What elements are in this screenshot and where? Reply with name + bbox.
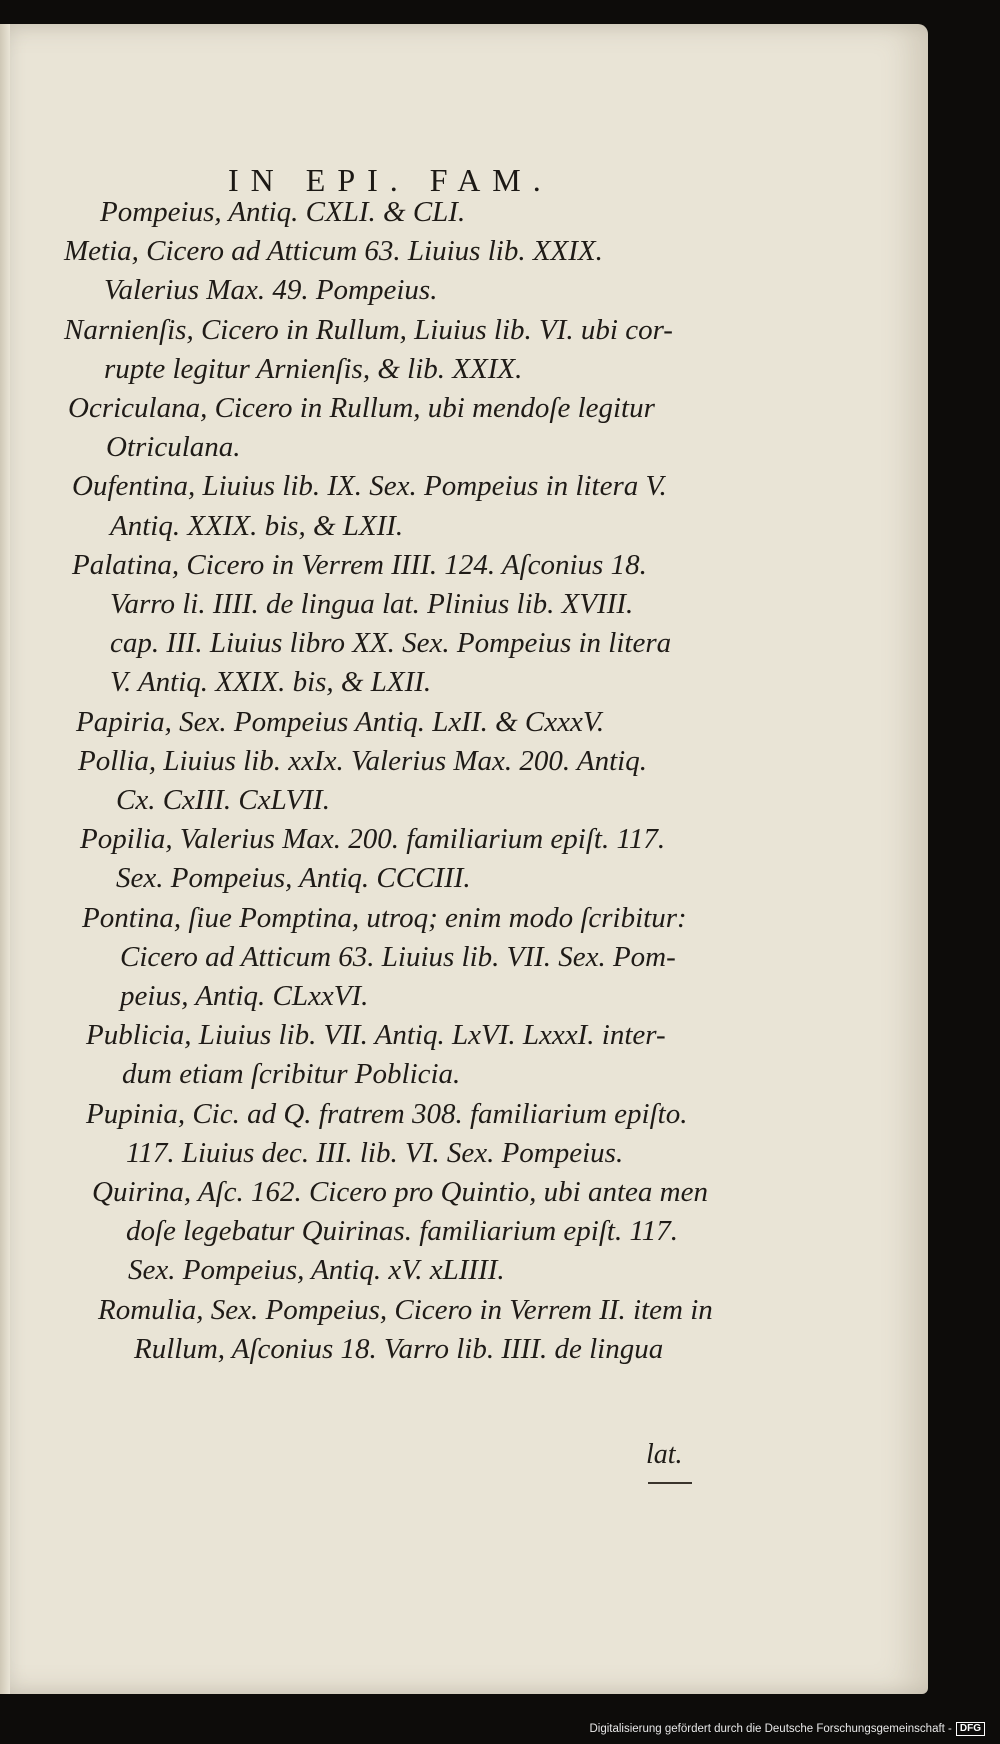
text-line: Pontina, ſiue Pomptina, utroq; enim modo ſcribitur: — [82, 902, 687, 934]
text-line: Sex. Pompeius, Antiq. CCCIII. — [116, 862, 471, 894]
text-line: Oufentina, Liuius lib. IX. Sex. Pompeius in litera V. — [72, 470, 667, 502]
catchword-rule — [648, 1482, 692, 1484]
text-line: Palatina, Cicero in Verrem IIII. 124. Aſconius 18. — [72, 549, 647, 581]
text-line: Pompeius, Antiq. CXLI. & CLI. — [100, 196, 466, 228]
text-line: V. Antiq. XXIX. bis, & LXII. — [110, 666, 432, 698]
text-line: Popilia, Valerius Max. 200. familiarium epiſt. 117. — [80, 823, 666, 855]
text-line: Varro li. IIII. de lingua lat. Plinius lib. XVIII. — [110, 588, 634, 620]
text-line: Quirina, Aſc. 162. Cicero pro Quintio, ubi antea men — [92, 1176, 708, 1208]
footer-text: Digitalisierung gefördert durch die Deutsche Forschungsgemeinschaft - — [589, 1723, 952, 1736]
text-body — [0, 24, 928, 1694]
text-line: peius, Antiq. CLxxVI. — [120, 980, 369, 1012]
text-line: Otriculana. — [106, 431, 241, 463]
text-line: Cicero ad Atticum 63. Liuius lib. VII. Sex. Pom- — [120, 941, 676, 973]
text-line: Ocriculana, Cicero in Rullum, ubi mendoſe legitur — [68, 392, 655, 424]
text-line: Cx. CxIII. CxLVII. — [116, 784, 330, 816]
text-line: Narnienſis, Cicero in Rullum, Liuius lib. VI. ubi cor- — [64, 314, 673, 346]
running-header: IN EPI. FAM. — [228, 162, 553, 198]
text-line: Papiria, Sex. Pompeius Antiq. LxII. & CxxxV. — [76, 706, 605, 738]
text-line: 117. Liuius dec. III. lib. VI. Sex. Pompeius. — [126, 1137, 624, 1169]
text-line: doſe legebatur Quirinas. familiarium epiſt. 117. — [126, 1215, 679, 1247]
dfg-logo: DFG — [956, 1722, 985, 1736]
text-line: Pupinia, Cic. ad Q. fratrem 308. familiarium epiſto. — [86, 1098, 688, 1130]
text-line: Antiq. XXIX. bis, & LXII. — [110, 510, 404, 542]
footer-credit — [0, 1722, 985, 1736]
catchword: lat. — [646, 1439, 683, 1470]
text-line: Publicia, Liuius lib. VII. Antiq. LxVI. LxxxI. inter- — [86, 1019, 666, 1051]
text-line: Sex. Pompeius, Antiq. xV. xLIIII. — [128, 1254, 505, 1286]
text-line: dum etiam ſcribitur Poblicia. — [122, 1058, 461, 1090]
text-line: cap. III. Liuius libro XX. Sex. Pompeius in litera — [110, 627, 672, 659]
book-page — [0, 24, 928, 1694]
text-line: Pollia, Liuius lib. xxIx. Valerius Max. 200. Antiq. — [78, 745, 647, 777]
text-line: rupte legitur Arnienſis, & lib. XXIX. — [104, 353, 523, 385]
text-line: Valerius Max. 49. Pompeius. — [104, 274, 438, 306]
text-line: Romulia, Sex. Pompeius, Cicero in Verrem II. item in — [98, 1294, 713, 1326]
text-line: Rullum, Aſconius 18. Varro lib. IIII. de lingua — [134, 1333, 664, 1365]
text-line: Metia, Cicero ad Atticum 63. Liuius lib. XXIX. — [64, 235, 603, 267]
